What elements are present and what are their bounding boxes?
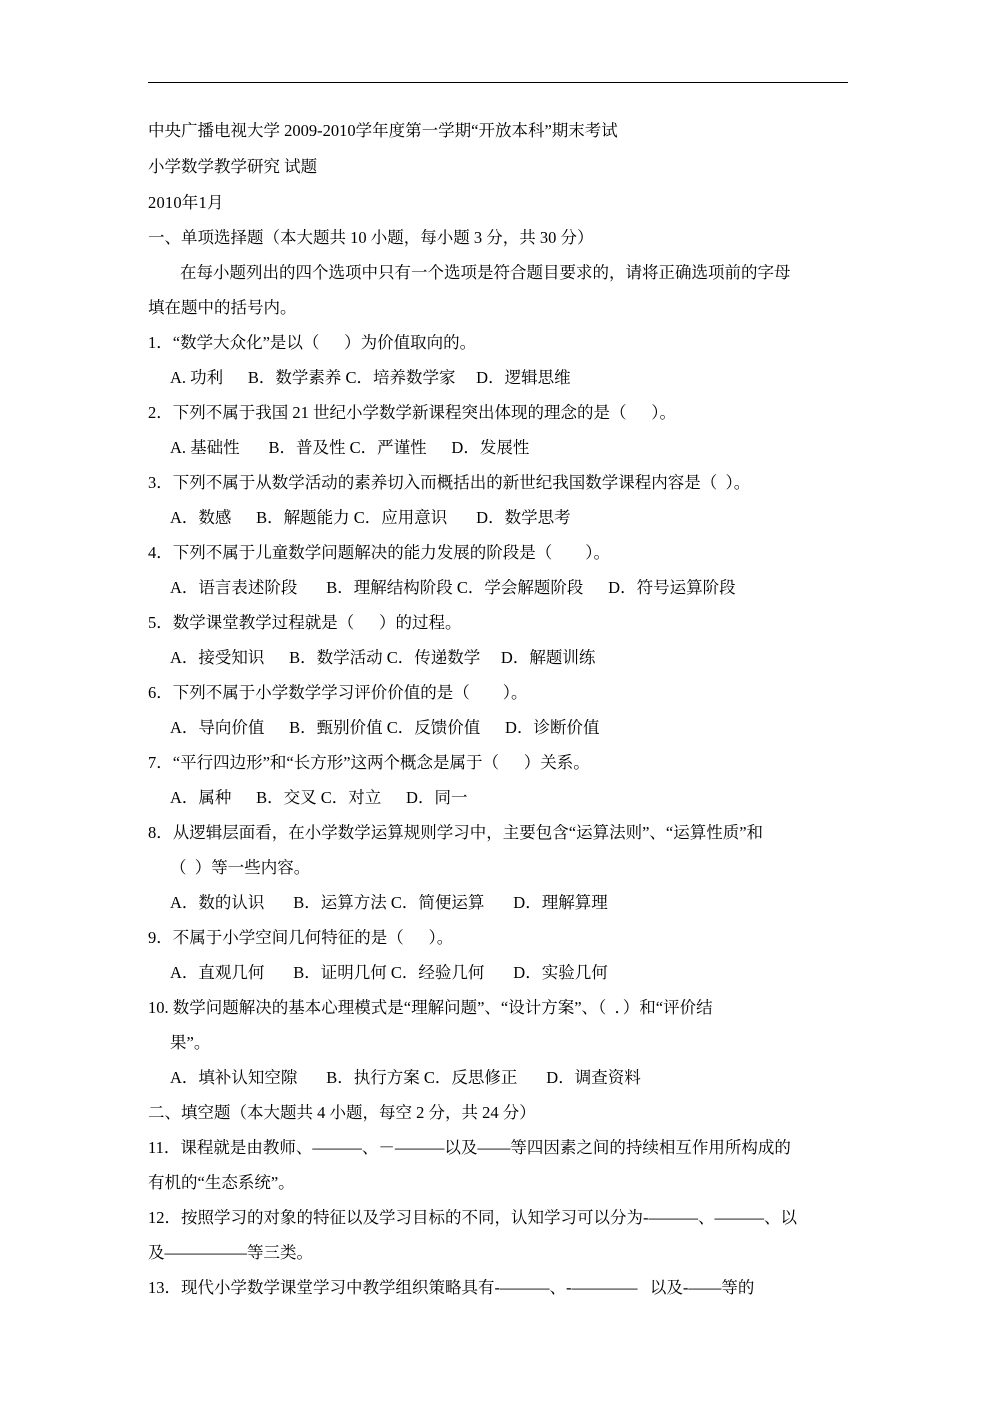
section-2-heading: 二、填空题（本大题共 4 小题，每空 2 分，共 24 分） — [148, 1103, 536, 1122]
question-12-line-1: 12．按照学习的对象的特征以及学习目标的不同，认知学习可以分为-———、———、以 — [148, 1208, 797, 1227]
question-1-options: A. 功利 B．数学素养 C．培养数学家 D．逻辑思维 — [170, 368, 571, 387]
question-12-line-2: 及—————等三类。 — [148, 1243, 313, 1262]
section-1-instruction-line-2: 填在题中的括号内。 — [148, 298, 297, 317]
question-7-options: A．属种 B．交叉 C．对立 D．同一 — [170, 788, 468, 807]
exam-date: 2010年1月 — [148, 193, 224, 212]
question-9-options: A．直观几何 B．证明几何 C．经验几何 D．实验几何 — [170, 963, 608, 982]
question-8-stem: 8．从逻辑层面看，在小学数学运算规则学习中，主要包含“运算法则”、“运算性质”和 — [148, 823, 764, 842]
question-4-stem: 4．下列不属于儿童数学问题解决的能力发展的阶段是（ ）。 — [148, 543, 610, 562]
question-4-options: A．语言表述阶段 B．理解结构阶段 C．学会解题阶段 D．符号运算阶段 — [170, 578, 736, 597]
question-2-options: A. 基础性 B．普及性 C．严谨性 D．发展性 — [170, 438, 530, 457]
section-1-heading: 一、单项选择题（本大题共 10 小题，每小题 3 分，共 30 分） — [148, 228, 594, 247]
question-10-stem: 10. 数学问题解决的基本心理模式是“理解问题”、“设计方案”、（ ．）和“评价结 — [148, 998, 713, 1017]
section-1-instruction-line-1: 在每小题列出的四个选项中只有一个选项是符合题目要求的，请将正确选项前的字母 — [180, 263, 791, 282]
question-2-stem: 2．下列不属于我国 21 世纪小学数学新课程突出体现的理念的是（ ）。 — [148, 403, 676, 422]
question-3-stem: 3．下列不属于从数学活动的素养切入而概括出的新世纪我国数学课程内容是（ ）。 — [148, 473, 751, 492]
question-7-stem: 7．“平行四边形”和“长方形”这两个概念是属于（ ）关系。 — [148, 753, 590, 772]
question-11-line-1: 11．课程就是由教师、———、－———以及——等四因素之间的持续相互作用所构成的 — [148, 1138, 791, 1157]
question-10-stem-continued: 果”。 — [170, 1033, 211, 1052]
question-8-options: A．数的认识 B．运算方法 C．简便运算 D．理解算理 — [170, 893, 608, 912]
question-8-stem-continued: （ ）等一些内容。 — [170, 858, 311, 877]
header-divider — [148, 82, 848, 83]
question-9-stem: 9．不属于小学空间几何特征的是（ ）。 — [148, 928, 454, 947]
question-6-stem: 6．下列不属于小学数学学习评价价值的是（ ）。 — [148, 683, 528, 702]
exam-header-title: 中央广播电视大学 2009-2010学年度第一学期“开放本科”期末考试 — [148, 121, 618, 140]
question-13-line-1: 13．现代小学数学课堂学习中教学组织策略具有-———、-———— 以及-——等的 — [148, 1278, 755, 1297]
exam-subject-title: 小学数学教学研究 试题 — [148, 157, 318, 176]
question-1-stem: 1．“数学大众化”是以（ ）为价值取向的。 — [148, 333, 477, 352]
question-3-options: A．数感 B．解题能力 C．应用意识 D．数学思考 — [170, 508, 571, 527]
question-10-options: A．填补认知空隙 B．执行方案 C．反思修正 D．调查资料 — [170, 1068, 641, 1087]
question-11-line-2: 有机的“生态系统”。 — [148, 1173, 295, 1192]
question-5-stem: 5．数学课堂教学过程就是（ ）的过程。 — [148, 613, 462, 632]
question-5-options: A．接受知识 B．数学活动 C．传递数学 D．解题训练 — [170, 648, 596, 667]
document-content — [148, 82, 848, 1305]
question-6-options: A．导向价值 B．甄别价值 C．反馈价值 D．诊断价值 — [170, 718, 600, 737]
